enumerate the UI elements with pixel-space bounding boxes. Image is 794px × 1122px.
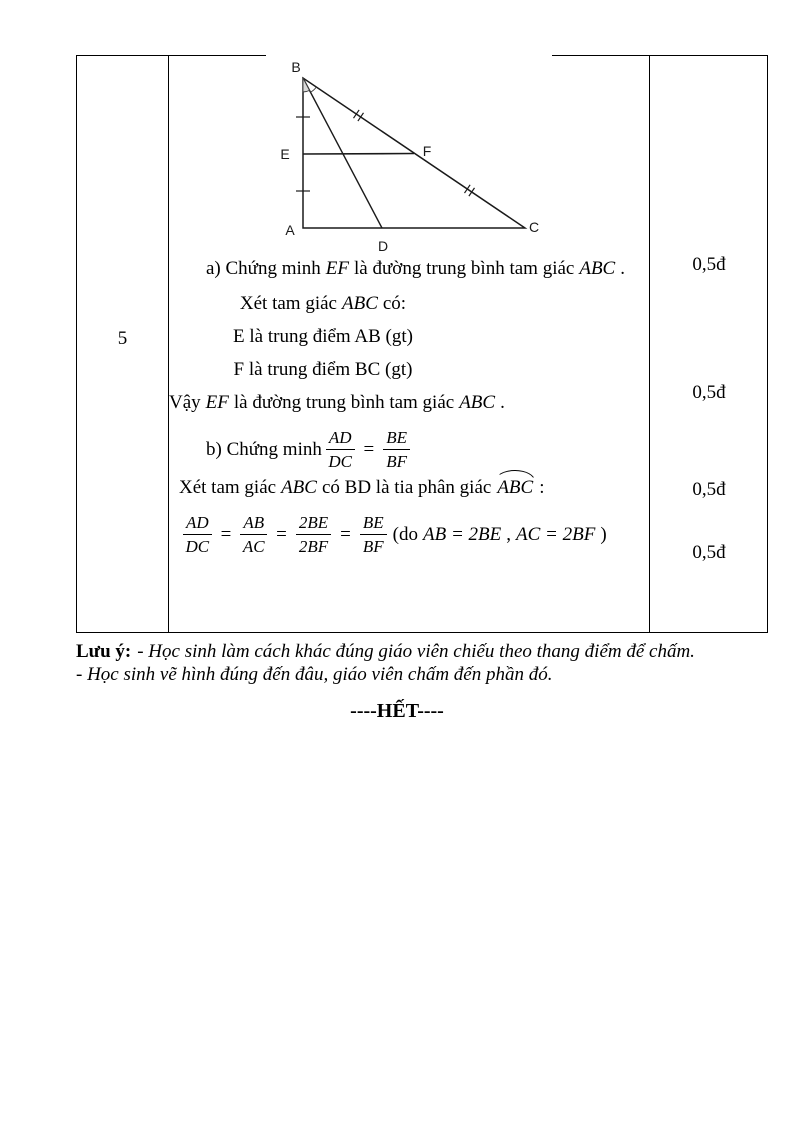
note-line-1 (76, 640, 756, 663)
concl-prefix: Vậy (169, 392, 201, 413)
part-b-prefix: b) Chứng minh (206, 438, 322, 460)
concl-dot: . (500, 392, 505, 413)
part-a-conclusion (169, 391, 649, 414)
fraction-be-bf: $\frac{BE}{BF}$ (383, 427, 410, 472)
math-abc: ABC (459, 392, 496, 413)
label-f: F (422, 143, 432, 159)
double-tick-bf-1 (354, 110, 360, 118)
segment-ef (303, 154, 414, 155)
double-tick-fc-2 (469, 188, 475, 196)
consider-prefix: Xét tam giác (239, 293, 337, 314)
part-b-consider (179, 476, 545, 499)
math-ab-2be: AB = 2BE (423, 523, 502, 545)
math-abc: ABC (579, 258, 616, 279)
mark-value-2: 0,5đ (692, 382, 726, 403)
angle-abc-hat: ABC (497, 477, 534, 498)
note-line-2: - Học sinh vẽ hình đúng đến đâu, giáo viên chấm đến phần đó. (76, 664, 553, 685)
label-c: C (528, 219, 540, 235)
colon: : (539, 477, 545, 498)
mark-value-1: 0,5đ (692, 254, 726, 275)
midpoint-e-line: E là trung điểm AB (gt) (233, 326, 413, 347)
triangle-svg (266, 42, 552, 256)
triangle-abc (303, 78, 525, 228)
end-marker: ----HẾT---- (350, 700, 444, 722)
math-ef: EF (325, 258, 350, 279)
fraction-be-bf: $\frac{BE}{BF}$ (360, 512, 387, 557)
fraction-ab-ac: $\frac{AB}{AC}$ (240, 512, 267, 557)
consider-suffix: có: (382, 293, 407, 314)
notes-section (76, 640, 756, 686)
mark-value-4: 0,5đ (692, 542, 726, 563)
equals-sign: = (220, 523, 232, 545)
fraction-ad-dc: $\frac{AD}{DC}$ (326, 427, 355, 472)
angle-arc-dbc (311, 87, 317, 92)
part-a-mid: là đường trung bình tam giác (354, 258, 575, 279)
math-abc: ABC (341, 293, 378, 314)
consider-mid: có BD là tia phân giác (321, 477, 492, 498)
part-b-statement (206, 424, 414, 474)
label-e: E (280, 146, 290, 162)
question-number: 5 (117, 328, 128, 349)
part-a-prefix: a) Chứng minh (206, 258, 321, 279)
note-label: Lưu ý: (76, 641, 132, 662)
equals-sign: = (363, 438, 375, 460)
concl-mid: là đường trung bình tam giác (233, 392, 455, 413)
part-a-consider (169, 292, 649, 315)
part-a-statement (206, 257, 625, 280)
math-abc: ABC (281, 477, 317, 498)
fraction-ad-dc: $\frac{AD}{DC}$ (183, 512, 212, 557)
part-b-derivation (179, 508, 607, 560)
label-b: B (291, 59, 301, 75)
math-ac-2bf: AC = 2BF (516, 523, 596, 545)
part-a-dot: . (620, 258, 625, 279)
label-a: A (285, 222, 295, 238)
reason-comma: , (506, 523, 511, 545)
consider-prefix: Xét tam giác (179, 477, 277, 498)
reason-close: ) (600, 523, 607, 545)
math-ef: EF (205, 392, 229, 413)
double-tick-bf-2 (358, 113, 364, 121)
mark-value-3: 0,5đ (692, 479, 726, 500)
equals-sign: = (340, 523, 351, 545)
midpoint-f-line: F là trung điểm BC (gt) (233, 359, 413, 380)
reason-open: (do (392, 523, 418, 545)
note-text-1: - Học sinh làm cách khác đúng giáo viên chiếu theo thang điểm để chấm. (137, 641, 695, 662)
label-d: D (377, 238, 389, 254)
triangle-figure (266, 42, 552, 256)
grading-table (76, 55, 768, 633)
double-tick-fc-1 (465, 185, 471, 193)
fraction-2be-2bf: $\frac{2BE}{2BF}$ (296, 512, 331, 557)
equals-sign: = (276, 523, 287, 545)
